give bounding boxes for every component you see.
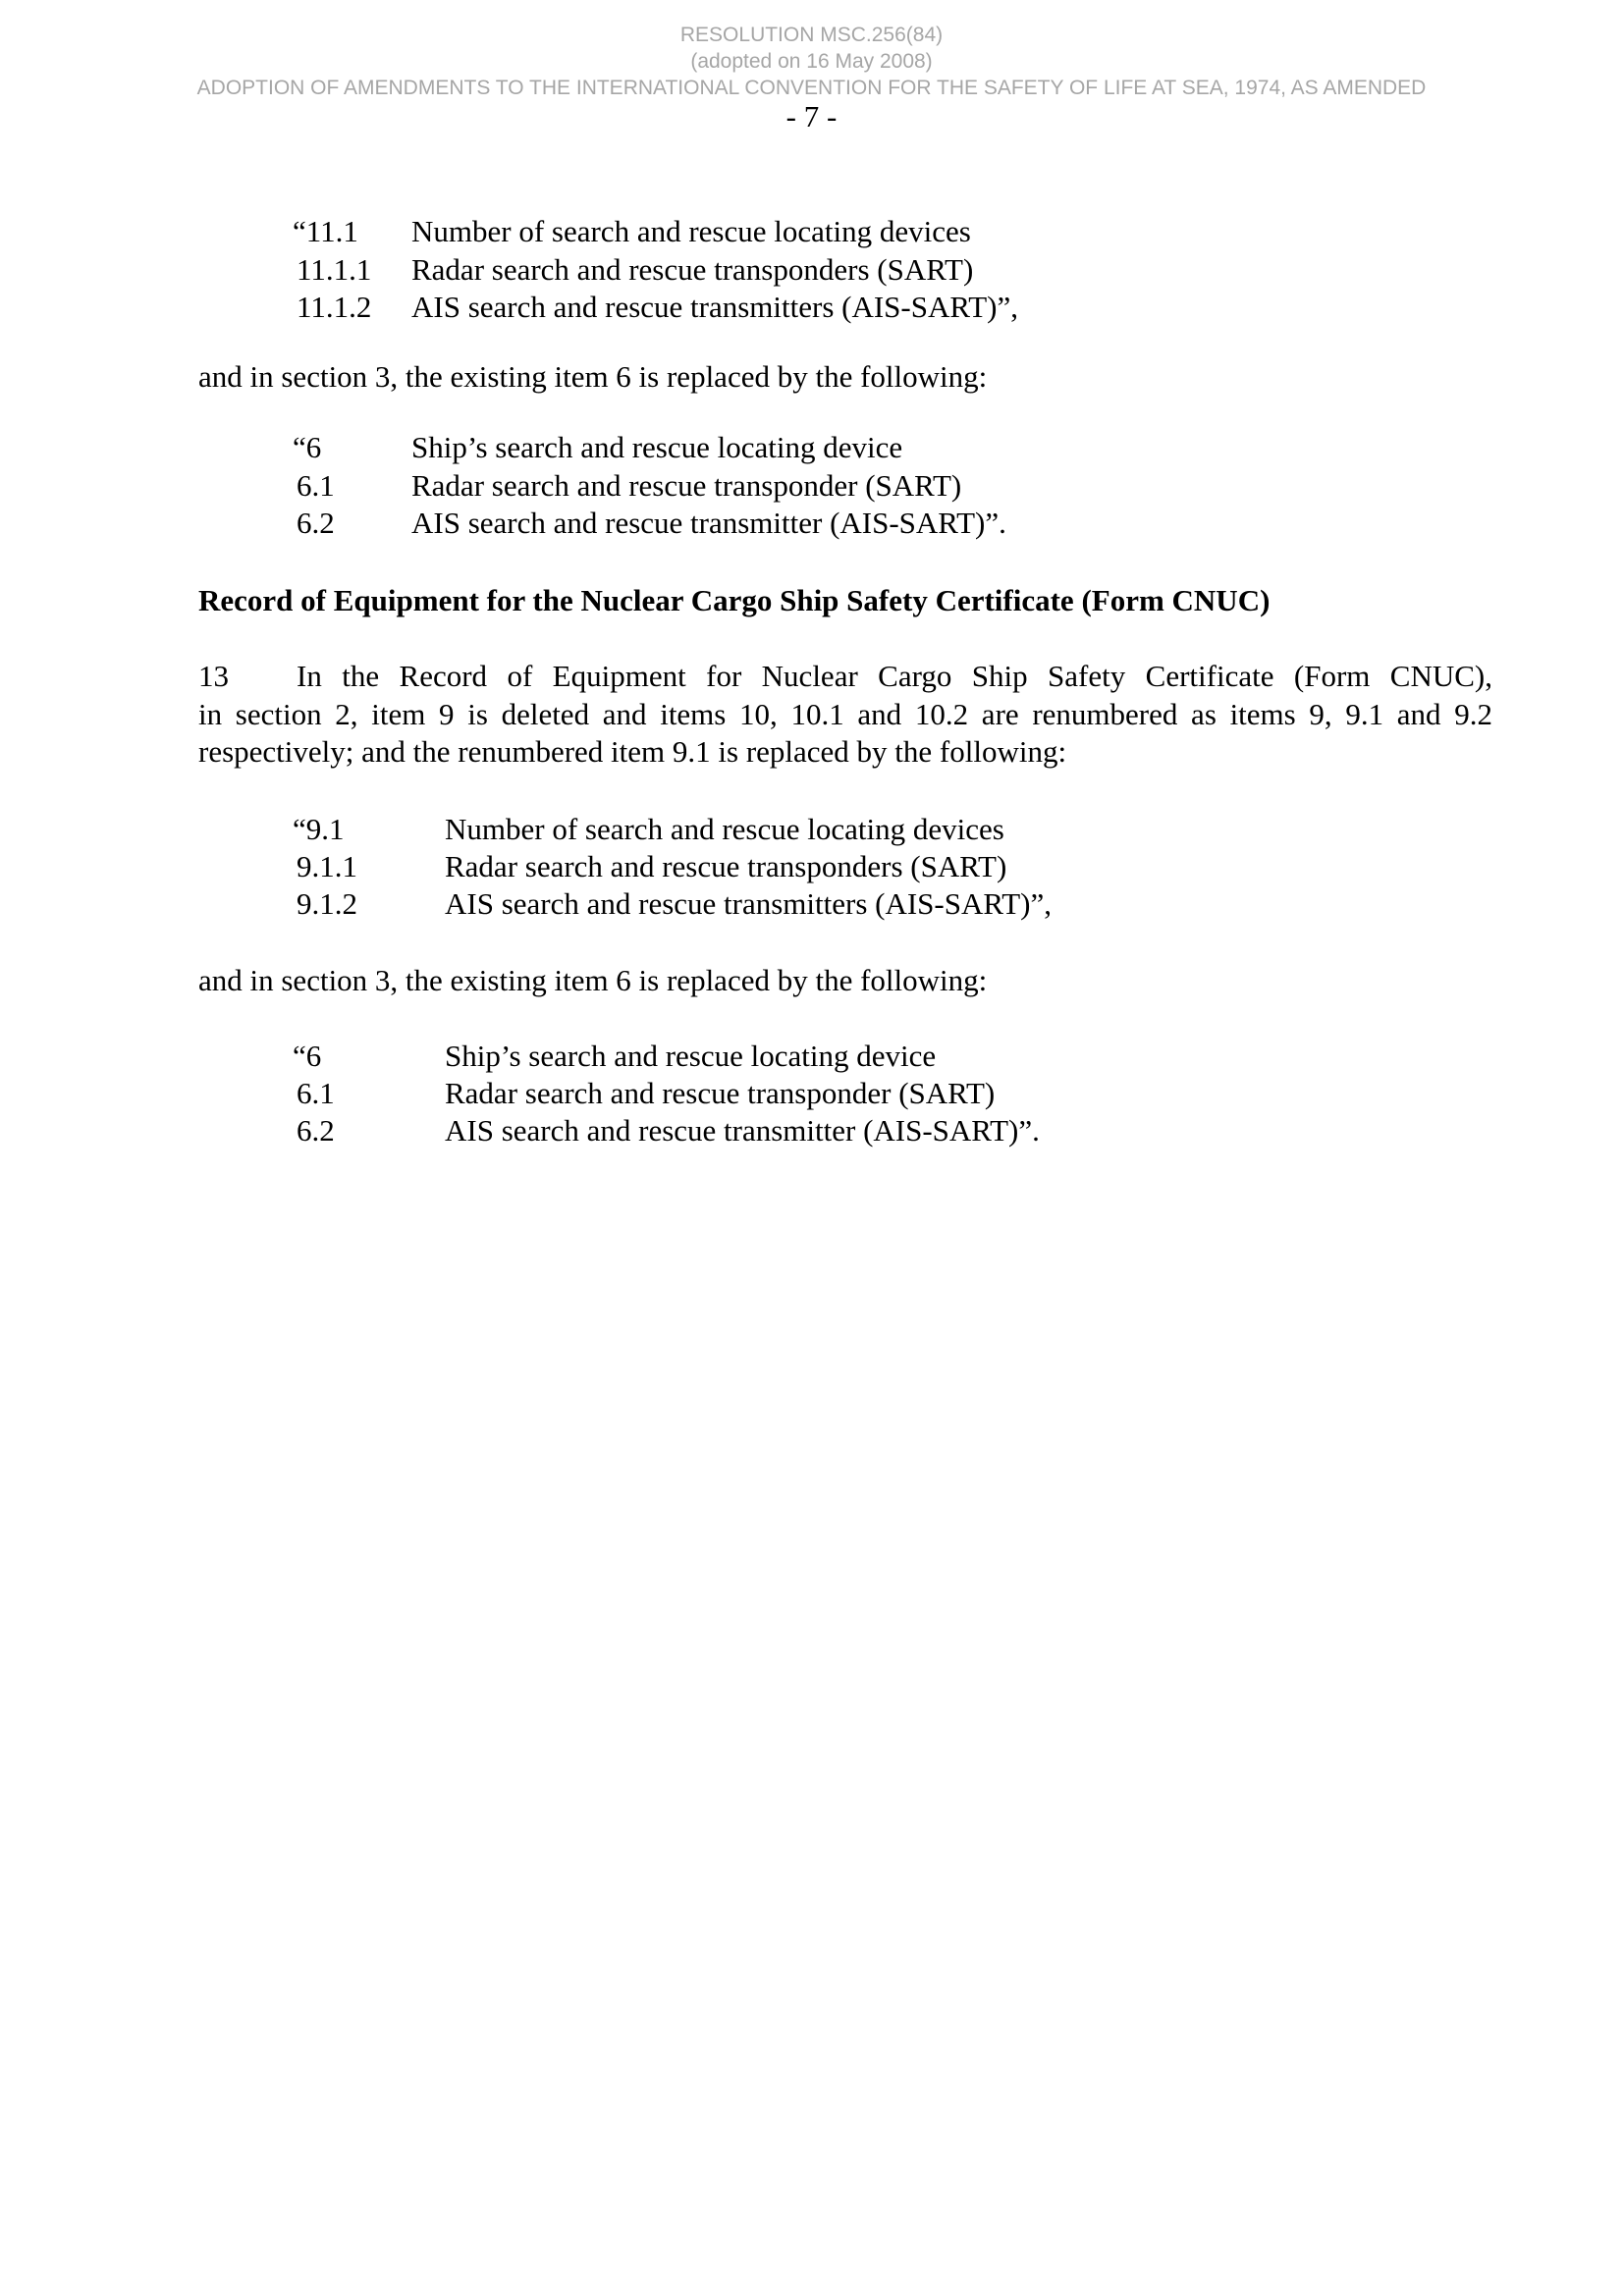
paragraph-line: respectively; and the renumbered item 9.1 is replaced by the following: [198, 734, 1067, 769]
list-item-number: 6.1 [297, 1076, 335, 1110]
adoption-date: (adopted on 16 May 2008) [690, 50, 933, 73]
list-item-number: 6.2 [297, 1113, 335, 1148]
section-heading: Record of Equipment for the Nuclear Cargo Ship Safety Certificate (Form CNUC) [198, 583, 1271, 617]
resolution-title: ADOPTION OF AMENDMENTS TO THE INTERNATIONAL CONVENTION FOR THE SAFETY OF LIFE AT SEA, 1974, AS AMENDED [196, 77, 1427, 99]
list-item-text: AIS search and rescue transmitter (AIS-SART)”. [445, 1113, 1040, 1148]
list-item-number: 6.1 [297, 468, 335, 503]
list-item-number: “11.1 [293, 214, 358, 248]
list-item-number: 9.1.2 [297, 886, 357, 921]
page-number: - 7 - [785, 99, 838, 133]
paragraph-line: in section 2, item 9 is deleted and items 10, 10.1 and 10.2 are renumbered as items 9, 9.1 and 9.2 [198, 697, 1492, 731]
list-item-text: Ship’s search and rescue locating device [411, 430, 903, 464]
list-item-number: “6 [293, 1039, 322, 1073]
list-item-text: Radar search and rescue transponders (SART) [445, 849, 1007, 883]
paragraph: and in section 3, the existing item 6 is replaced by the following: [198, 359, 988, 394]
list-item-text: Ship’s search and rescue locating device [445, 1039, 937, 1073]
list-item-number: “6 [293, 430, 322, 464]
list-item-text: Number of search and rescue locating devices [411, 214, 971, 248]
paragraph-number: 13 [198, 659, 229, 693]
paragraph-line: In the Record of Equipment for Nuclear Cargo Ship Safety Certificate (Form CNUC), [297, 659, 1492, 693]
list-item-text: Number of search and rescue locating devices [445, 812, 1004, 846]
list-item-text: Radar search and rescue transponder (SART) [445, 1076, 996, 1110]
list-item-number: 11.1.1 [297, 252, 372, 287]
list-item-number: 6.2 [297, 506, 335, 540]
list-item-text: Radar search and rescue transponders (SART) [411, 252, 974, 287]
list-item-text: AIS search and rescue transmitters (AIS-SART)”, [445, 886, 1052, 921]
paragraph: and in section 3, the existing item 6 is replaced by the following: [198, 963, 988, 997]
list-item-text: AIS search and rescue transmitters (AIS-SART)”, [411, 290, 1018, 324]
resolution-number: RESOLUTION MSC.256(84) [679, 24, 944, 46]
list-item-text: Radar search and rescue transponder (SART) [411, 468, 962, 503]
list-item-number: 11.1.2 [297, 290, 372, 324]
list-item-number: 9.1.1 [297, 849, 357, 883]
list-item-text: AIS search and rescue transmitter (AIS-SART)”. [411, 506, 1006, 540]
list-item-number: “9.1 [293, 812, 345, 846]
